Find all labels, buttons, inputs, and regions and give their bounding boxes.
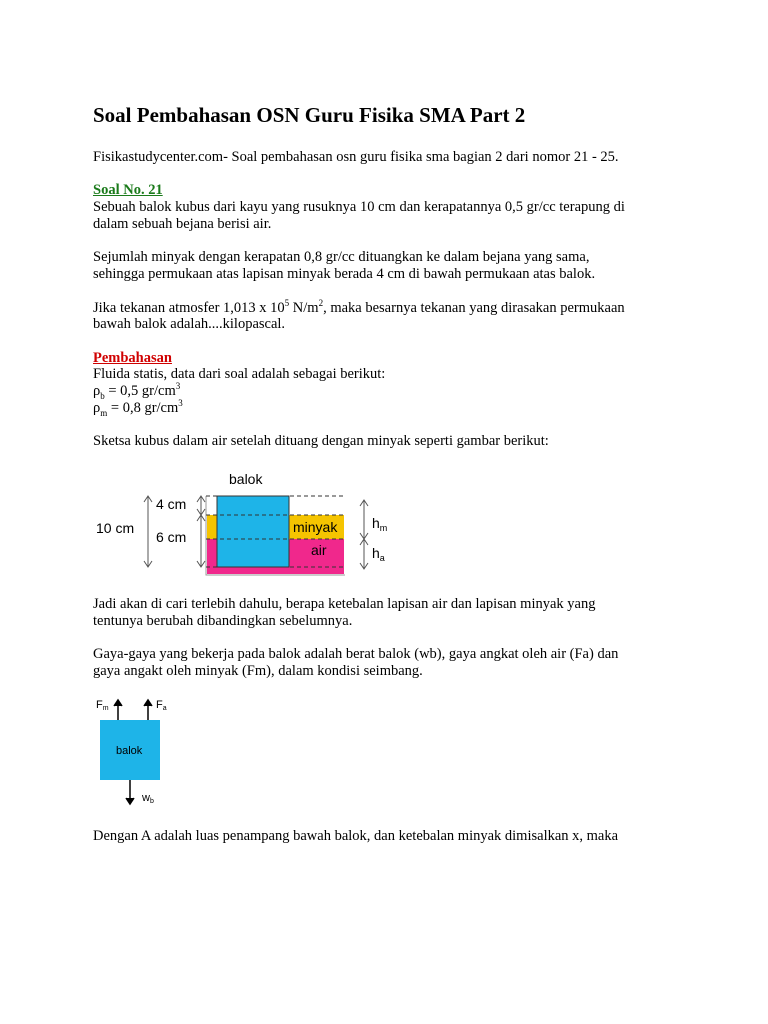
soal-p3-exp: 5: [284, 298, 290, 309]
soal-p3-line1: [93, 300, 673, 317]
rho-b-subscript: b: [100, 390, 105, 401]
after2-line2: gaya angakt oleh minyak (Fm), dalam kondisi seimbang.: [93, 663, 423, 679]
pembahasan-line1: Fluida statis, data dari soal adalah sebagai berikut:: [93, 366, 386, 382]
rho-m-subscript: m: [100, 407, 108, 418]
arrow-10cm: [144, 496, 152, 567]
rho-m-exponent: 3: [178, 398, 183, 409]
pembahasan-heading-label: Pembahasan: [93, 350, 172, 366]
intro-text: Fisikastudycenter.com- Soal pembahasan osn guru fisika sma bagian 2 dari nomor 21 - 25.: [93, 149, 619, 165]
wood-block: [217, 496, 289, 567]
soal-p1-line1: Sebuah balok kubus dari kayu yang rusuknya 10 cm dan kerapatannya 0,5 gr/cc terapung di: [93, 199, 625, 215]
wb-arrow: [126, 780, 134, 804]
ha-label: $h_a$: [372, 545, 385, 563]
soal-heading-label: Soal No. 21: [93, 182, 163, 198]
rho-symbol: ρ: [93, 383, 101, 399]
balok-label: balok: [229, 471, 263, 487]
sketch-intro: Sketsa kubus dalam air setelah dituang dengan minyak seperti gambar berikut:: [93, 433, 549, 449]
rho-b-value: = 0,5 gr/cm: [104, 383, 176, 399]
air-label: air: [311, 542, 327, 558]
rho-m-line: [93, 400, 673, 417]
soal-p3-post: , maka besarnya tekanan yang dirasakan permukaan: [323, 300, 625, 316]
soal-heading: [93, 182, 673, 199]
pembahasan-heading: [93, 350, 673, 367]
label-10cm: 10 cm: [96, 520, 135, 536]
soal-p3-unit: N/m: [289, 300, 319, 316]
after2-line1: Gaya-gaya yang bekerja pada balok adalah berat balok (wb), gaya angkat oleh air (Fa) dan: [93, 646, 619, 662]
label-6cm: 6 cm: [156, 529, 187, 545]
balok-label: balok: [116, 745, 143, 757]
fa-label: Fa: [156, 699, 167, 712]
soal-p2-line2: sehingga permukaan atas lapisan minyak berada 4 cm di bawah permukaan atas balok.: [93, 266, 596, 282]
arrow-4cm-6cm: [197, 496, 205, 567]
last-line: Dengan A adalah luas penampang bawah balok, dan ketebalan minyak dimisalkan x, maka: [93, 828, 619, 844]
minyak-label: minyak: [293, 519, 338, 535]
hm-label: $h_m$: [372, 515, 388, 533]
after1-line1: Jadi akan di cari terlebih dahulu, berapa ketebalan lapisan air dan lapisan minyak yang: [93, 596, 596, 612]
wb-label: wb: [142, 792, 154, 805]
fa-arrow: [144, 700, 152, 720]
page-title: Soal Pembahasan OSN Guru Fisika SMA Part 2: [93, 103, 526, 127]
soal-p3-line2: bawah balok adalah....kilopascal.: [93, 316, 286, 332]
free-body-diagram: [90, 694, 200, 812]
rho-m-value: = 0,8 gr/cm: [107, 400, 179, 416]
soal-p3-unit-exp: 2: [318, 298, 324, 309]
rho-b-exponent: 3: [175, 381, 181, 392]
label-4cm: 4 cm: [156, 496, 187, 512]
soal-p1-line2: dalam sebuah bejana berisi air.: [93, 216, 272, 232]
arrow-hm-ha: [360, 500, 368, 569]
floating-block-diagram: [90, 466, 400, 584]
fm-arrow: [114, 700, 122, 720]
after1-line2: tentunya berubah dibandingkan sebelumnya.: [93, 613, 353, 629]
soal-p3-pre: Jika tekanan atmosfer 1,013 x 10: [93, 300, 285, 316]
rho-symbol: ρ: [93, 400, 101, 416]
soal-p2-line1: Sejumlah minyak dengan kerapatan 0,8 gr/cc dituangkan ke dalam bejana yang sama,: [93, 249, 590, 265]
fm-label: Fm: [96, 699, 109, 712]
